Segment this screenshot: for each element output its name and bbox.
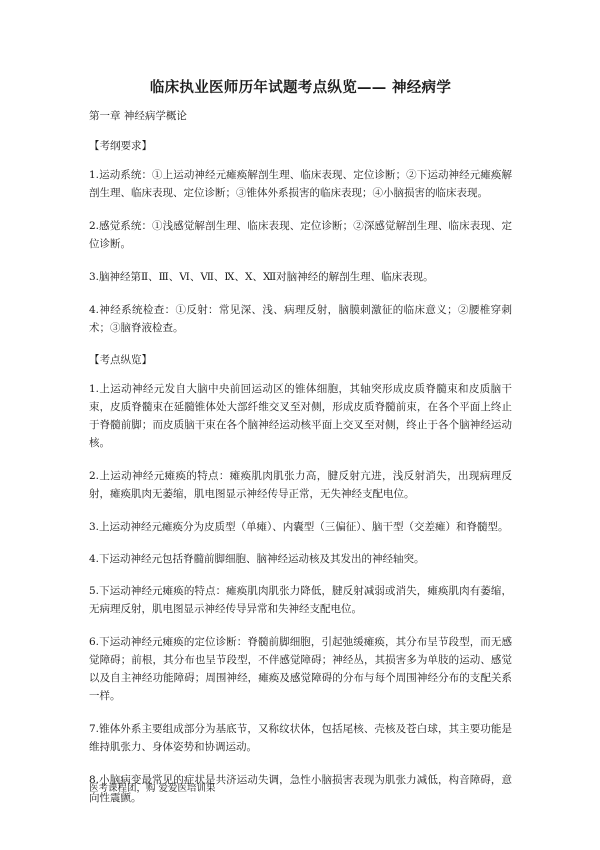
- outline-item: 1.运动系统：①上运动神经元瘫痪解剖生理、临床表现、定位诊断；②下运动神经元瘫痪解剖生理、临床表现、定位诊断；③锥体外系损害的临床表现；④小脑损害的临床表现。: [89, 169, 512, 199]
- point-item: 5.下运动神经元瘫痪的特点：瘫痪肌肉肌张力降低，腱反射减弱或消失，瘫痪肌肉有萎缩，无病理反射，肌电图显示神经传导异常和失神经支配电位。: [89, 585, 512, 615]
- outline-heading: 【考纲要求】: [89, 140, 152, 152]
- outline-item: 3.脑神经第Ⅱ、Ⅲ、Ⅵ、Ⅶ、Ⅸ、Ⅹ、Ⅻ对脑神经的解剖生理、临床表现。: [89, 271, 434, 283]
- point-item: 8.小脑病变最常见的症状是共济运动失调，急性小脑损害表现为肌张力减低，构音障碍，意向性震颤。: [89, 774, 512, 804]
- point-item: 1.上运动神经元发自大脑中央前回运动区的锥体细胞，其轴突形成皮质脊髓束和皮质脑干束，皮质脊髓束在延髓锥体处大部纤维交叉至对侧，形成皮质脊髓前束，在各个平面上终止于脊髓前脚；而皮质脑干束在各个脑神经运动核平面上交叉至对侧，终止于各个脑神经运动核。: [89, 383, 512, 449]
- outline-item: 2.感觉系统：①浅感觉解剖生理、临床表现、定位诊断；②深感觉解剖生理、临床表现、定位诊断。: [89, 220, 512, 250]
- page-footer: 医考课程团，购 爱爱医培训果: [89, 783, 216, 794]
- point-item: 3.上运动神经元瘫痪分为皮质型（单瘫）、内囊型（三偏征）、脑干型（交差瘫）和脊髓型。: [89, 521, 509, 533]
- document-title: 临床执业医师历年试题考点纵览—— 神经病学: [149, 79, 452, 96]
- point-item: 6.下运动神经元瘫痪的定位诊断：脊髓前脚细胞，引起弛缓瘫痪，其分布呈节段型，而无感觉障碍；前根，其分布也呈节段型，不伴感觉障碍；神经丛，其损害多为单肢的运动、感觉以及自主神经功能障碍；周围神经，瘫痪及感觉障碍的分布与每个周围神经分布的支配关系一样。: [89, 636, 512, 702]
- point-item: 2.上运动神经元瘫痪的特点：瘫痪肌肉肌张力高，腱反射亢进，浅反射消失，出现病理反射，瘫痪肌肉无萎缩，肌电图显示神经传导正常，无失神经支配电位。: [89, 470, 512, 500]
- point-item: 4.下运动神经元包括脊髓前脚细胞、脑神经运动核及其发出的神经轴突。: [89, 553, 425, 565]
- chapter-heading: 第一章 神经病学概论: [89, 110, 187, 122]
- points-heading: 【考点纵览】: [89, 354, 152, 366]
- point-item: 7.锥体外系主要组成部分为基底节，又称纹状体，包括尾核、壳核及苍白球，其主要功能是维持肌张力、身体姿势和协调运动。: [89, 723, 512, 753]
- outline-item: 4.神经系统检查：①反射：常见深、浅、病理反射，脑膜刺激征的临床意义；②腰椎穿刺术；③脑脊液检查。: [89, 304, 512, 334]
